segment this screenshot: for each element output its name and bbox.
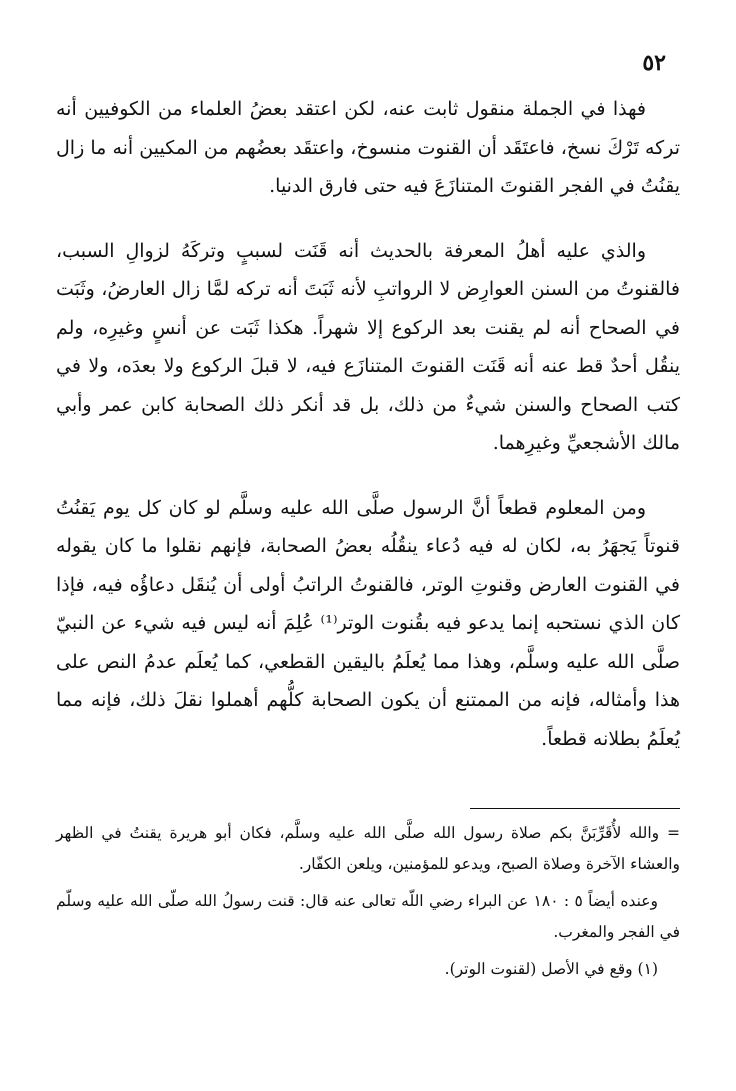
page-number: ٥٢ bbox=[642, 50, 666, 76]
paragraph-1: فهذا في الجملة منقول ثابت عنه، لكن اعتقد بعضُ العلماء من الكوفيين أنه تركه تَرْكَ نسخ، فاعتَقَد أن القنوت منسوخ، واعتقَد بعضُهم من المكيين أنه ما زال يقنُتُ في الفجر القنوتَ المتنازَعَ فيه حتى فارق الدنيا. bbox=[56, 98, 680, 197]
paragraph-2: والذي عليه أهلُ المعرفة بالحديث أنه قَنَت لسببٍ وتركَهُ لزوالِ السبب، فالقنوتُ من السنن العوارِض لا الرواتبِ لأنه ثَبَتَ أنه تركه لمَّا زال العارضُ، وثَبَت في الصحاح أنه لم يقنت بعد الركوع إلا شهراً. هكذا ثَبَت عن أنسٍ وغيرِه، ولم ينقُل أحدٌ قط عنه أنه قَنَت القنوتَ المتنازَع فيه، لا قبلَ الركوع ولا بعدَه، ولا في كتب الصحاح والسنن شيءٌ من ذلك، بل قد أنكر ذلك الصحابة كابن عمر وأبي مالك الأشجعيِّ وغيرِهما. bbox=[56, 239, 680, 454]
body-text bbox=[56, 90, 680, 784]
paragraph-3: ومن المعلوم قطعاً أنَّ الرسول صلَّى الله عليه وسلَّم لو كان كل يوم يَقنُتُ قنوتاً يَجهَرُ به، لكان له فيه دُعاء ينقُلُه بعضُ الصحابة، فإنهم نقلوا ما كان يقوله في القنوت العارض وقنوتِ الوتر، فالقنوتُ الراتبُ أولى أن يُنقَل دعاؤُه فيه، فإذا كان الذي نستحبه إنما يدعو فيه بقُنوت الوتر⁽¹⁾ عُلِمَ أنه ليس فيه شيء عن النبيّ صلَّى الله عليه وسلَّم، وهذا مما يُعلَمُ باليقين القطعي، كما يُعلَم عدمُ النص على هذا وأمثاله، فإنه من الممتنع أن يكون الصحابة كلُّهم أهملوا نقلَ ذلك، فإنه مما يُعلَمُ بطلانه قطعاً. bbox=[56, 496, 680, 750]
footnote-continuation: = والله لأُقَرِّبَنَّ بكم صلاة رسول الله صلَّى الله عليه وسلَّم، فكان أبو هريرة يقنتُ في الظهر والعشاء الآخرة وصلاة الصبح، ويدعو للمؤمنين، ويلعن الكفّار. bbox=[56, 824, 680, 873]
footnote-1: (١) وقع في الأصل (لقنوت الوتر). bbox=[444, 960, 658, 978]
footnote-additional: وعنده أيضاً ٥ : ١٨٠ عن البراء رضي اللّه تعالى عنه قال: قنت رسولُ الله صلّى الله عليه وسلّم في الفجر والمغرب. bbox=[56, 892, 680, 941]
footnote-separator bbox=[470, 808, 680, 809]
footnotes bbox=[56, 818, 680, 991]
